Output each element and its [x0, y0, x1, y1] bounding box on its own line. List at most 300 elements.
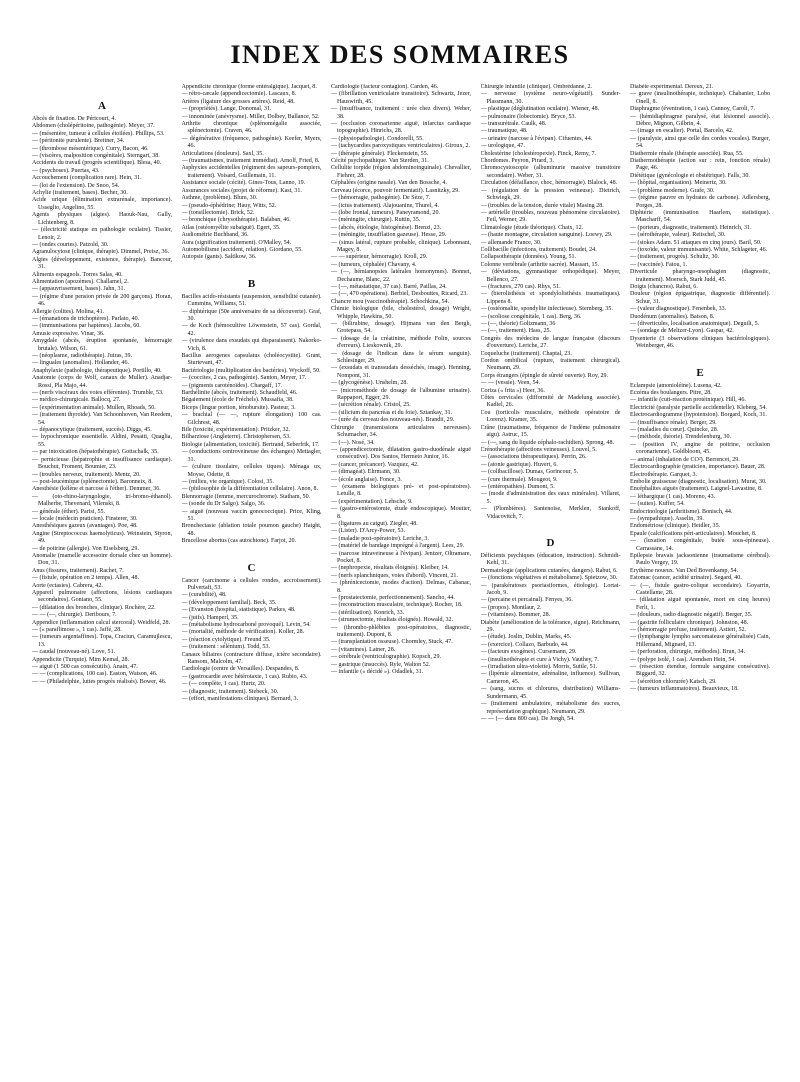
index-entry: — (régime d'une pension privée de 200 garçons). Horan, 46.: [32, 293, 172, 308]
index-entry: — (maladies du cœur). Quincke, 28.: [630, 427, 719, 434]
index-entry: Déficients psychiques (éducation, instruction). Schmidt-Kehl, 31.: [480, 552, 621, 567]
index-entry: Chromocystoscopie (albuminurie massive transitoire secondaire). Weber, 31.: [480, 165, 621, 179]
index-entry: Cellulite torpide (région abdominoinguinale). Chevallier, Fiehrer, 28.: [331, 165, 471, 179]
index-entry: — (hémorragie profuse, traitement). Astieri, 52.: [630, 627, 747, 634]
index-entry: — nerveuse (système neuro-végétatif). Sunder-Plassmann, 30.: [480, 91, 621, 105]
index-entry: — (abcès, étiologie, histogénèse). Brenzi, 23.: [331, 224, 442, 231]
index-entry: — (ligatures au catgut). Ziegler, 48.: [331, 520, 418, 527]
index-column: [331, 84, 471, 1074]
index-entry: — (—). Nosé, 34.: [331, 439, 375, 446]
index-entry: — (suites). Kuffer, 54.: [630, 501, 685, 508]
index-entry: Chirurgie infantile (clinique). Ombrédanne, 2.: [480, 84, 593, 90]
index-entry: — (lipémie alimentaire, adrénaline, influence). Sullivan, Cameron, 45.: [480, 671, 621, 685]
index-entry: Eclampsie (amonioléine). Lusena, 42.: [630, 382, 722, 389]
index-entry: Cardiologie (centre de Versailles). Despandes, 8.: [181, 666, 300, 673]
index-entry: — (traitement, progrès). Schultz, 30.: [630, 254, 719, 261]
index-entry: — (sympathique). Asselin, 39.: [630, 515, 704, 522]
index-entry: Cholestérine (cholestéropexie). Finck, Remy, 7.: [480, 150, 596, 157]
index-entry: — (fibrillation ventriculaire transitoire). Schwartz, Jezer, Hauswirth, 45.: [331, 91, 471, 105]
index-entry: Biologie (alimentation, toxicité). Bertrand, Seberfrik, 17.: [181, 441, 320, 448]
index-entry: — cérébrale (ventriculographie). Kopsch, 29.: [331, 654, 441, 661]
index-entry: — (reconstruction musculaire, technique). Rocher, 18.: [331, 602, 463, 609]
index-entry: — (ostéomalite, spondylite infectieuse). Sternberg, 35.: [480, 306, 613, 313]
index-entry: — (dosage de la créatinine, méthode Folin, sources d'erreurs). Lieskownik, 29.: [331, 335, 471, 350]
index-entry: Crénothérapie (affections veineuses). Louvel, 5.: [480, 446, 597, 453]
index-entry: Côtes cervicales (difformité de Madelung associée). Kadiel, 26.: [480, 395, 621, 409]
section-letter: B: [247, 277, 256, 290]
index-entry: Endocrinologie (arthritisme). Bonisch, 44.: [630, 508, 733, 515]
index-entry: — (traitement : sélénium). Todd, 53.: [181, 644, 270, 651]
index-entry: Anomalie (mamelle accessoire dorsale chez un homme). Don, 31.: [32, 552, 172, 567]
index-entry: — bronchique (chrysothérapie). Balaban, 46.: [181, 217, 291, 224]
index-column: [182, 84, 322, 1074]
index-entry: Acide urique (élimination extrarénale, importance). Usseglio, Angelino, 55.: [32, 197, 172, 211]
index-entry: Articulations (douleurs). Saxl, 35.: [181, 150, 264, 157]
index-entry: — (narcose intraveineuse à l'évipan). Jentzer, Oltramare, Pocket, 8.: [331, 550, 471, 564]
index-entry: — (fonctions végétatives et métabolisme). Spietzow, 30.: [480, 575, 618, 582]
index-entry: Anesthésiques gazeux (avantages). Poe, 48.: [32, 523, 138, 530]
index-entry: — (exsudats et transsudats desséchés, image). Henning, Nompont, 31.: [331, 365, 471, 379]
index-entry: — — (— dans 800 cas). De Jongh, 54.: [480, 715, 575, 722]
index-entry: — (propriétés). Lange, Donomal, 31.: [181, 106, 272, 113]
index-entry: — (atonie gastrique). Huvert, 6.: [480, 461, 558, 468]
index-entry: — médico-chirurgicale. Ballocq, 27.: [32, 397, 121, 404]
index-entry: — (examens biologiques pré- et post-opératoires). Letulle, 8.: [331, 483, 471, 498]
index-entry: Abdomen (cholépéritoine, pathogénie). Meyer, 37.: [32, 123, 155, 130]
index-entry: — — (vessie). Veen, 54.: [480, 380, 541, 387]
index-entry: — (thrombose mésentérique). Curry, Bacon, 46.: [32, 145, 149, 152]
index-entry: — linguales (anomalies). Hollander, 46.: [32, 360, 129, 367]
index-entry: — (Plombières). Santenoise, Merklen, Stankoff, Vidacovitch, 7.: [480, 506, 621, 520]
index-entry: Chirurgie (transmissions articulaires nerveuses). Schumacher, 34.: [331, 424, 471, 439]
index-entry: Assistance sociale (cécité). Gines-Tous, Lanno, 19.: [181, 180, 306, 187]
index-entry: — (sécrétion rénale). Cristol, 25.: [331, 402, 411, 409]
index-entry: Autopsie (gants). Saltikow, 36.: [181, 254, 257, 261]
index-entry: Electrothérapie. Garquet, 3.: [630, 471, 697, 478]
index-entry: Cardiologie (facteur contagion). Carden, 46.: [331, 84, 439, 90]
index-entry: — urinaire (narcose à l'évipan). Cifuentes, 44.: [480, 135, 593, 142]
index-entry: — traumatique, 48.: [480, 128, 528, 135]
index-entry: — (associations thérapeutiques). Perrin, 26.: [480, 454, 587, 461]
index-entry: — (métabolisme hydrocarboné provoqué). Levin, 54.: [181, 622, 311, 628]
index-entry: Corps étrangers (épingle de sûreté ouverte). Roy, 29.: [480, 372, 609, 379]
index-entry: — (propos). Montlaur, 2.: [480, 604, 542, 611]
index-entry: Diabète expérimental. Dereux, 21.: [630, 84, 714, 90]
index-entry: — (mésentère, tumeur à cellules étoilées). Phillips, 53.: [32, 130, 165, 137]
index-entry: — (tachycardies paroxystiques ventriculaires). Giroux, 2.: [331, 143, 471, 150]
index-entry: Bronchectasie (ablation totale poumon gauche) Haight, 48.: [181, 523, 322, 537]
index-entry: Appendice (inflammation calcul stercoral). Weidfeld, 28.: [32, 619, 171, 626]
index-entry: — (régime pauvre en hydrates de carbone). Adlersberg, Porges, 28.: [630, 195, 770, 209]
index-entry: — dégénérative (fréquence, pathogénie). Keefer, Myers, 46.: [181, 135, 322, 150]
index-entry: — (bierolisthésis et spondylolisthésis traumatiques). Lippens 8.: [480, 291, 621, 305]
index-entry: — (lobe frontal, tumeurs). Paneyramond, 20.: [331, 209, 440, 216]
index-entry: — (expérimentation animale). Mullen, Rhoads, 50.: [32, 404, 156, 411]
index-entry: — générale (éther). Parisi, 55.: [32, 508, 106, 515]
index-entry: Climatologie (étude théorique). Chaix, 12.: [480, 224, 584, 231]
index-entry: — (—, 470 opérations). Berbiel, Desbouttes, Ricard, 23.: [331, 291, 468, 298]
index-entry: — plastique (déglutination oculaire). Wiener, 48.: [480, 106, 600, 113]
index-entry: Coqueluche (traitement). Chaptal, 23.: [480, 350, 572, 357]
index-entry: — (hémorragie, pathogénie). De Sèze, 7.: [331, 195, 431, 202]
index-entry: — (développement familial). Beck, 35.: [181, 599, 277, 606]
index-columns: [32, 84, 770, 1074]
index-entry: — (strumectomie, résultats éloignés). Howald, 32.: [331, 617, 454, 624]
index-entry: — (mode d'administration des eaux minérales). Villaret, 5.: [480, 491, 621, 505]
index-entry: — (bilirubine, dosage). Hijmans van den Bergh, Grotepass, 54.: [331, 321, 471, 335]
index-entry: Estomac (cancer, acidité urinaire). Segard, 40.: [630, 575, 742, 582]
index-entry: — (psychoses). Puertas, 43.: [32, 167, 100, 174]
index-entry: — (nephropexie, résultats éloignés). Kleiber, 14.: [331, 565, 449, 572]
index-entry: — pernicieuse (hépatrophie et insuffisance cardiaque). Bouchut, Froment, Boumier, 23.: [32, 456, 172, 471]
index-entry: — (hémidiaphragme paralysé, état lésionnel associé). Dèbre, Mignon, Gilbrin, 4.: [630, 113, 770, 128]
index-entry: — (matériel de bandage imprégné à l'argent). Lees, 29.: [331, 543, 465, 550]
index-entry: — (—, fistule gastro-colique secondaire). Goyarrin, Castellame, 28.: [630, 582, 770, 596]
index-entry: Bégaiement (école de Fréchels). Mussafia, 38.: [181, 397, 294, 404]
index-entry: — infantile (cuti-réaction protéinique). Hill, 46.: [630, 397, 746, 404]
index-entry: Chancre mou (vaccinothérapie). Schochkina, 54.: [331, 298, 450, 305]
index-entry: — (exercice). Collazo, Barbudo, 44.: [480, 641, 569, 648]
index-entry: — (sinus latéral, rupture probable, clinique). Lebonnant, Magey, 8.: [331, 239, 471, 253]
index-entry: — (hôpital, organisation). Meinertz, 30.: [630, 180, 727, 187]
index-entry: Cécité psychopathique. Van Sterden, 31.: [331, 158, 429, 165]
index-entry: — (sondage de Meltzer-Lyon). Gaspar, 42.: [630, 328, 734, 335]
index-entry: Aura (signification traitement). O'Malley, 54.: [181, 239, 292, 246]
index-entry: — (viscères, malposition congénitale). Sterngart, 38.: [32, 153, 160, 160]
index-entry: — (appendicectomie, dilatation gastro-duodénale aiguë consécutive). Dos Santos, Hermeto Junior, 16.: [331, 446, 471, 461]
index-entry: — (sonde du Dr Salgo). Salgo, 36.: [181, 501, 266, 508]
index-entry: Atlas (ostéomyélite subaiguë). Egert, 35.: [181, 224, 281, 231]
index-entry: Diverticule pharyngo-œsophagien (diagnostic, traitement). Moersch, Stark Judd, 45.: [630, 269, 770, 283]
index-entry: — (néoplasme, radiothérapie). Jutras, 39.: [32, 353, 133, 359]
index-entry: Audiométrie Buchband, 36.: [181, 232, 249, 239]
index-entry: Chimie biologique (bile, cholestérol, dosage) Wright, Whipple, Hawkins, 50.: [331, 306, 471, 320]
index-entry: — (vaccinée). Fatou, 1.: [630, 261, 688, 268]
index-entry: Bacilles acido-résistants (suspension, sensibilité cutanée). Cummins, Williams, 51.: [181, 293, 322, 308]
index-entry: Endométriose (clinique). Heidler, 35.: [630, 523, 721, 530]
index-entry: — (stokes Adam. 51 attaques en cinq jours). Baril, 50.: [630, 239, 762, 246]
index-entry: — (physiopathologie). Condorelli, 55.: [331, 135, 424, 142]
index-entry: — (troubles de la tension, durée vitale) Masing 28.: [480, 202, 604, 209]
index-entry: — (méningite, chirurgie). Ruttin, 35.: [331, 217, 421, 224]
index-entry: — (réaction cytolytique). Freund 35.: [181, 636, 271, 643]
section-letter: A: [98, 100, 106, 112]
index-entry: — (perforation, chirurgie, méthodes). Brun, 34.: [630, 649, 746, 656]
index-entry: Eczéma des boulangers. Pitre, 28.: [630, 390, 712, 397]
index-entry: Electricité (paralysie partielle accidentelle). Kleberg, 54.: [630, 404, 767, 411]
index-entry: — innominée (anévrysme). Miller, Dolbey, Ballance, 52.: [181, 113, 320, 120]
index-entry: Cerveau (écorce, pouvoir fermentatif). Lasnitzky, 29.: [331, 187, 460, 194]
index-entry: — gastrique (insuccès). Ryle, Walton 52.: [331, 661, 431, 668]
index-entry: — (urée du cerveau des nouveau-nés). Brandii, 29.: [331, 417, 455, 424]
index-entry: — allemande France, 30.: [480, 239, 542, 246]
index-entry: — (méningite, insufflation gazeuse). Hesse, 29.: [331, 232, 447, 239]
index-entry: — aiguë (nouveau vaccin gonococcique). Price, Kling, 51.: [181, 508, 322, 522]
index-entry: — (luxation congénitale, butée sous-épineuse). Carrassane, 14.: [630, 538, 770, 552]
index-entry: — (gastro-entérostomie, étude endoscopique). Moutier, 8.: [331, 506, 471, 520]
index-entry: — (étude). Joslin, Dublin, Marks, 45.: [480, 634, 572, 641]
index-entry: — (diagnostic, traitement). Siebeck, 30.: [181, 688, 279, 695]
index-entry: — (milieu, vie organique). Colosi, 35.: [181, 478, 274, 485]
index-entry: Brucellose abortus (cas autochtone). Farjot, 20.: [181, 538, 297, 545]
index-entry: — infantile (« décidé »). Odadlek, 31.: [331, 669, 424, 676]
index-entry: Automobilisme (accident, relation). Giordano, 55.: [181, 246, 303, 253]
index-entry: — (transplantation osseuse). Chormley, Stuck, 47.: [331, 639, 453, 646]
index-entry: Biceps (lingue portion, ténobursite). Pasteur, 3.: [181, 404, 296, 411]
index-entry: — caudal (nouveau-né). Love, 51.: [32, 649, 116, 656]
index-entry: — (diverticules, localisation anatomique). Deguilt, 5.: [630, 321, 760, 327]
index-entry: — (tumeurs, céphalée) Chavany, 4.: [331, 261, 417, 268]
section-letter: D: [546, 536, 555, 549]
index-entry: — pulmonaire (lobectomie). Bryce, 53.: [480, 113, 577, 120]
index-entry: — (ictus traitement). Alajouanine, Thurel, 4.: [331, 202, 439, 209]
index-entry: — (pseudo-éphédrine; Hauy, Witts, 52.: [181, 202, 277, 209]
index-entry: — artérielle (troubles, nouveau phénomène circulatoire). Feil, Werner, 29.: [480, 209, 621, 224]
index-entry: Anatomie (corps de Wolf, canaux de Muller). Anadjar-Rossi, Pla Majo, 44.: [32, 375, 172, 389]
index-entry: — (entéropathies). Dumont, 5.: [480, 483, 555, 490]
index-entry: Artères (ligature des grosses artères). Reid, 48.: [181, 98, 295, 105]
index-entry: Colonne vertébrale (arthrite sacrée). Massart, 15.: [480, 261, 600, 268]
index-entry: Appendicite (Turquie). Mim Kemal, 28.: [32, 656, 130, 663]
index-entry: Allergie (colites). Molina, 41.: [32, 308, 105, 315]
index-entry: — (oto-rhino-laryngologie, tri-bromo-éthanol). Malherbe, Thevenard, Vilenski, 8.: [32, 493, 172, 508]
index-entry: — (porteurs, diagnostic, traitement). Heinrich, 31.: [630, 224, 752, 231]
index-entry: Encéphalites aiguës (traitement). Laignel-Lavastine, 8.: [630, 486, 763, 493]
index-entry: — (facteurs exogènes). Cursemann, 29.: [480, 649, 577, 656]
index-entry: — (glycogénèse). Unshelm, 28.: [331, 380, 408, 387]
index-entry: — (colibacillose). Dumas, Gorincour, 5.: [480, 469, 578, 476]
index-entry: — (thérapie générale). Fleckenstein, 55.: [331, 150, 429, 157]
index-entry: Appareil pulmonaire (affections, lésions cardiaques secondaires). Goniano, 55.: [32, 590, 172, 604]
index-entry: — (école anglaise). Fonce, 3.: [331, 476, 403, 483]
index-entry: — (appauvrissement, bases). Jahn, 31.: [32, 286, 126, 293]
index-entry: Canaux biliaires (contracture diffuse, ictère secondaire). Ransom, Malcolm, 47.: [181, 651, 322, 666]
index-entry: — (thrombo-phlébites post-opératoires, diagnostic, traitement). Dupont, 8.: [331, 624, 471, 639]
index-entry: Collapsothérapie (données). Young, 51.: [480, 254, 577, 261]
index-entry: — (déviations, gymnastique orthopédique). Meyer, Bellenco, 27.: [480, 269, 621, 283]
index-entry: — (Lister). D'Arcy-Power, 53.: [331, 528, 406, 535]
index-entry: — (phrénicectomie, modes d'action). Delmas, Cabanac, 8.: [331, 580, 471, 594]
section-letter: E: [696, 366, 704, 379]
index-entry: — (loi de l'extension). De Snoo, 54.: [32, 182, 120, 189]
index-entry: — (curabilité), 48.: [181, 592, 227, 599]
index-entry: — (péritonite purulente). Breitner, 34.: [32, 138, 125, 145]
index-entry: Douleur (région épigastrique, diagnostic différentiel). Schur, 31.: [630, 291, 770, 305]
index-entry: — (image en escalier). Portal, Barcelo, 42.: [630, 128, 734, 135]
index-entry: Congrès des médecins de langue française (discours d'ouverture). Leriche, 27.: [480, 335, 621, 350]
index-entry: — (—, hémianopsies latérales homonymes). Bonnet, Dechaume, Blanc, 22.: [331, 269, 471, 283]
index-entry: — de Koch (hémocultive Löwenstein, 57 cas). Gordal, 42.: [181, 323, 322, 337]
index-entry: — transurétrale. Caulk, 48.: [480, 121, 547, 128]
index-entry: Arthrite chronique (splénomégalie associée, splénectomie). Craven, 46.: [181, 121, 322, 135]
index-entry: — (parakératoses psoriasiformes, étiologie). Lortat-Jacob, 9.: [480, 582, 621, 596]
index-entry: — grave (insulinothérapie, technique). Chabanier, Lobo Onell, 8.: [630, 91, 770, 105]
index-entry: Bactériologie (multiplication des bactéries). Wyckoff, 50.: [181, 367, 321, 374]
index-entry: Bile (toxicité, expérimentation). Pritzker, 32.: [181, 427, 291, 434]
index-entry: — urologique, 47.: [480, 143, 525, 150]
index-entry: Collibacille (infections, traitement). Boudet, 24.: [480, 246, 597, 253]
index-entry: — (juifs). Hamperl, 35.: [181, 614, 239, 621]
index-entry: — (dimagéat). Ehrmann, 30.: [331, 469, 401, 476]
index-entry: — (coccites, 2 cas, pathogénie). Santon, Meyer, 17.: [181, 375, 307, 382]
page-title: INDEX DES SOMMAIRES: [230, 40, 570, 69]
index-entry: — de poitrine (allergie). Von Eiselsberg, 29.: [32, 545, 139, 552]
index-entry: — rétro-cæcale (appendicectomie). Lascaux, 8.: [181, 91, 297, 98]
index-entry: — — supérieur, hémorragie). Kroll, 29.: [331, 254, 428, 261]
index-entry: Algies (développement, existence, thérapie). Bancour, 31.: [32, 256, 172, 271]
index-entry: Amygdale (abcès, éruption spontanée, hémorragie brutale). Wilson, 61.: [32, 338, 172, 352]
index-entry: Epaule (calcifications péri-articulaires). Mouchet, 8.: [630, 530, 757, 537]
index-entry: Accouchement (complication rare). Hein, 31.: [32, 175, 142, 182]
index-entry: — (sang, sucres et chlorures, distribution) Williams-Sundermann, 45.: [480, 686, 621, 700]
index-entry: Asthme, (problème). Blum, 30.: [181, 195, 258, 202]
index-column: [32, 84, 172, 1074]
index-entry: Chordomes. Peyron, Pirard, 3.: [480, 158, 554, 165]
index-entry: Asphyxies accidentelles (régiment des sapeurs-pompiers, traitement). Voisard, Guillemain, 11.: [181, 165, 322, 179]
index-entry: — (dilatation des bronches, clinique). Rochère, 22.: [32, 604, 156, 611]
index-entry: — (méthode, théorie). Trendelenburg, 30.: [630, 434, 731, 441]
index-entry: Diététique (gynécologie et obstétrique). Falls, 30.: [630, 172, 750, 179]
index-entry: — (nerfs splanchniques, voies d'abord). Vincent, 21.: [331, 572, 458, 579]
index-entry: Embolie graisseuse (diagnostic, localisation). Murat, 30.: [630, 478, 767, 485]
index-entry: — brachial (— —, rupture élongation) 100 cas. Gilchrest, 48.: [181, 412, 322, 426]
index-entry: — (irradiation ultra-violette). Morris, Suttle, 51.: [480, 664, 598, 671]
index-entry: — (effort, manifestations cliniques). Bernard, 3.: [181, 696, 299, 703]
index-entry: — (insuffisance, traitement : urée chez divers). Weber, 38.: [331, 106, 471, 120]
index-entry: Cancer (carcinome à cellules rondes, accroissement). Pulvertaft, 53.: [181, 577, 322, 591]
index-entry: Diathermie rénale (thérapie associée). Rua, 55.: [630, 150, 744, 157]
index-entry: Electrocardiogramme (hypotension). Borgard, Koch, 31.: [630, 412, 767, 419]
index-entry: Crâne (traumatisme, fréquence de l'œdème pulmonaire aigu). Astruc, 15.: [480, 424, 621, 439]
index-entry: Anesthésie (kélène et narcose à l'éther). Demmer, 36.: [32, 486, 161, 493]
index-entry: Bacillus aerogenes capsulatus (choléocystite). Grant, Sturtevant, 47.: [181, 353, 322, 367]
index-entry: — (tonsillectomie). Brick, 52.: [181, 209, 255, 216]
index-entry: — — (complications, 100 cas). Easton, Watson, 46.: [32, 671, 158, 678]
index-entry: — (prostatectomie, perfectionnement). Sancho, 44.: [331, 595, 455, 602]
index-entry: Dermatologie (applications cutanées, dangers). Rabut, 6.: [480, 567, 618, 574]
index-entry: — post-leucémique (splénectomie). Baronneix, 8.: [32, 478, 153, 485]
index-entry: — (fistule, opération en 2 temps). Allen, 48.: [32, 575, 139, 582]
index-entry: — (paralysie, ainsi que celle des cordes vocales). Burger, 54.: [630, 135, 770, 150]
index-entry: — (conductions centroveineuse des échanges) Mettagler, 31.: [181, 449, 322, 463]
index-entry: — (mortalité, méthode de vérification). Koller, 28.: [181, 629, 305, 636]
index-entry: Alimentation (apozèmes). Challamel, 2.: [32, 278, 129, 285]
index-entry: — (— complète, 1 cas). Hurtz, 20.: [181, 681, 266, 688]
index-entry: — (tumeurs inflammatoires). Beauvieux, 18.: [630, 686, 739, 693]
index-entry: Abcès de fixation. De Péricourt, 4.: [32, 116, 116, 122]
index-entry: Diaphragme (éventration, 1 cas). Cannoy, Caroli, 7.: [630, 106, 756, 113]
index-entry: Diathermothérapie (action sur : rein, fonction rénale) Page, 46.: [630, 158, 770, 172]
index-column: [630, 84, 770, 1074]
index-entry: Appendicite chronique (forme entéralgique). Jacquet, 8.: [181, 84, 317, 90]
index-entry: Anaphylaxie (pathologie, thérapeutique). Portillo, 40.: [32, 367, 162, 374]
index-entry: — diphtérique (50e anniversaire de sa découverte). Graf, 30.: [181, 308, 322, 322]
index-entry: — (nerfs viscéraux des voies efférentes). Trumble, 53.: [32, 390, 164, 397]
index-entry: Cordon ombilical (rupture, traitement chirurgical). Neumann, 29.: [480, 358, 621, 372]
index-entry: — (dilatation aiguë spontanée, mort en cinq heures) Ferlt, 1.: [630, 597, 770, 611]
index-entry: Aliments espagnols. Torres Salas, 40.: [32, 271, 123, 278]
index-entry: Céphalées (origine nasale). Van den Bossche, 4.: [331, 180, 447, 187]
index-entry: — (—, traitement). Hass, 25.: [480, 328, 552, 335]
index-entry: — (traitement ambulatoire, métabolisme des sucres, représentation graphique). Neumann, 29.: [480, 701, 621, 715]
index-entry: Coriza (« frita ») Heer, 36.: [480, 387, 545, 394]
index-entry: — (position IV, angine de poitrine, occlusion coronarienne). Goldbloom, 45.: [630, 441, 770, 456]
index-entry: — (—, métastatique, 37 cas). Barré, Paillas, 24.: [331, 283, 447, 290]
index-entry: — (toxoïde, valeur immunisante). White, Schlageter, 46.: [630, 246, 768, 253]
index-entry: — (immunisations par haptènes). Jacobs, 60.: [32, 323, 141, 330]
index-entry: — (sérothérapie, valeur). Reitschel, 30.: [630, 232, 726, 239]
index-entry: — (« paraflimose », 1 cas). Jaffé, 28.: [32, 627, 122, 634]
index-entry: — (traumatismes, traitement immédiat). Arnolf, Fried, 8.: [181, 158, 320, 165]
index-entry: — (percaine et percainal). Fenyes, 36.: [480, 597, 573, 604]
index-entry: — (douleurs, radio diagnostic négatif). Berger, 35.: [630, 612, 753, 619]
index-entry: — (sécrétion chlorurée) Katsch, 29.: [630, 678, 717, 685]
index-column: [481, 84, 621, 1074]
index-entry: — (—, sang du liquide céphalo-rachidien). Sprong, 48.: [480, 439, 615, 446]
index-entry: — (culture tissulaire, cellules tiques). Ménaga ux, Moyse, Odette, 8.: [181, 464, 322, 478]
index-entry: Electrocardiographie (praticien, importance). Bauer, 28.: [630, 464, 766, 471]
index-entry: — (résection étendue, formule sanguine consécutive). Biggard, 32.: [630, 664, 770, 678]
index-entry: Anus (fissures, traitement). Rachet, 7.: [32, 567, 124, 574]
index-entry: Erythème noueux. Van Ded Bovenkamp, 54.: [630, 567, 739, 574]
index-entry: — (tumeurs argentaffines). Topa, Craciun, Caramujlescu, 13.: [32, 634, 172, 648]
index-entry: — (lymphangite lympho sarcomateuse généralisée) Cain, Hillemand, Mignard, 13.: [630, 634, 770, 648]
section-letter: C: [247, 561, 256, 574]
index-entry: — aiguë (1 500 cas consécutifs). Anain, 47.: [32, 664, 138, 671]
index-entry: Angine (Streptococcus haemolyticus). Weinstein, Styron, 49.: [32, 530, 172, 545]
index-entry: — hypochromique essentielle. Aldini, Pesatti, Quaglia, 55.: [32, 434, 172, 448]
index-entry: — (traitement thyroïde). Van Schoonhoven, Van Reedem, 54.: [32, 412, 172, 426]
index-entry: — — (—, chirurgie). Deribours, 7.: [32, 612, 117, 619]
index-entry: — (gastrite folliculaire chronique). Johnston, 48.: [630, 619, 749, 626]
index-entry: — (vitamines). Latner, 28.: [331, 646, 396, 653]
index-entry: — (silicium du pancréas et du foie). Sztankay, 31.: [331, 409, 453, 416]
index-entry: — (pigments caroténoïdes). Chargaff, 17.: [181, 382, 283, 389]
index-entry: — (dosage de l'indican dans le sérum sanguin). Schlesinger, 29.: [331, 350, 471, 365]
index-entry: — (insuffisance rénale). Berger, 29.: [630, 419, 717, 426]
index-entry: — (vitamines). Bommer, 28.: [480, 612, 551, 619]
index-entry: — (insulinothérapie et cure à Vichy). Vauthey, 7.: [480, 656, 599, 663]
index-entry: — (philosophie de la différentiation cellulaire). Anon, 8.: [181, 486, 319, 493]
index-entry: — (fractures, 270 cas). Rhys, 51.: [480, 283, 561, 290]
index-entry: — (Evanston (hospital, statistique). Parkes, 48.: [181, 607, 296, 614]
index-entry: — (maladie post-opératoire). Leriche, 3.: [331, 535, 429, 542]
index-entry: Aorte (ectasies). Cabrera, 42.: [32, 582, 103, 589]
index-entry: Doigts (chancres). Rabut, 6.: [630, 283, 698, 290]
index-entry: — (émanations de trichoptères). Parlato, 40.: [32, 315, 140, 322]
index-entry: Duodénum (anomalies). Batson, 8.: [630, 313, 715, 320]
index-entry: — (polype isolé, 1 cas). Arendsen Hein, 54.: [630, 656, 736, 663]
index-entry: — (ondes courtes). Patzold, 30.: [32, 241, 109, 248]
index-entry: — (occlusion coronarienne aiguë, infarctus cardiaque topographie). Hinrichs, 28.: [331, 121, 471, 135]
index-entry: — léthargique (1 cas). Moreno, 43.: [630, 493, 716, 500]
index-entry: Agents physiques (algies). Haouk-Nau, Gally, Lichtenberg, 8.: [32, 212, 172, 226]
index-entry: — — (Philadelphie, luttes progrès réalisés). Bower, 46.: [32, 678, 167, 685]
index-entry: Bilharziose (Angleterre). Christophersen, 53.: [181, 434, 291, 441]
index-entry: — par intoxication (hépatothérapie). Gottschalk, 35.: [32, 449, 159, 456]
index-entry: Agranulocytose (clinique, thérapie). Dimmel, Preisz, 36.: [32, 249, 170, 256]
index-entry: — (troubles nerveux, traitement). Mentz, 20.: [32, 471, 141, 478]
index-entry: — (électricité statique en pathologie oculaire). Tissier, Lenoir, 2.: [32, 227, 172, 241]
index-entry: — (gastrocardie avec hétérotaxie, 1 cas). Rubio, 43.: [181, 673, 308, 680]
index-entry: — dépanocytique (traitement, succès). Diggs, 45.: [32, 427, 152, 434]
index-entry: — (problème moderne). Grafe, 30.: [630, 187, 715, 194]
index-entry: Diphtérie (immunisation Haarlem, statistique). Mascharff, 54.: [630, 209, 770, 224]
index-entry: Achylie (traitement, bases). Becher, 30.: [32, 190, 128, 197]
index-entry: Blennorragie (femme, mercurochrome). Statham, 50.: [181, 493, 311, 500]
index-entry: — (scoliose congénitale, 1 cas). Berg, 36.: [480, 313, 582, 320]
index-entry: Accidents du travail (progrès scientifique). Blesa, 40.: [32, 160, 162, 167]
